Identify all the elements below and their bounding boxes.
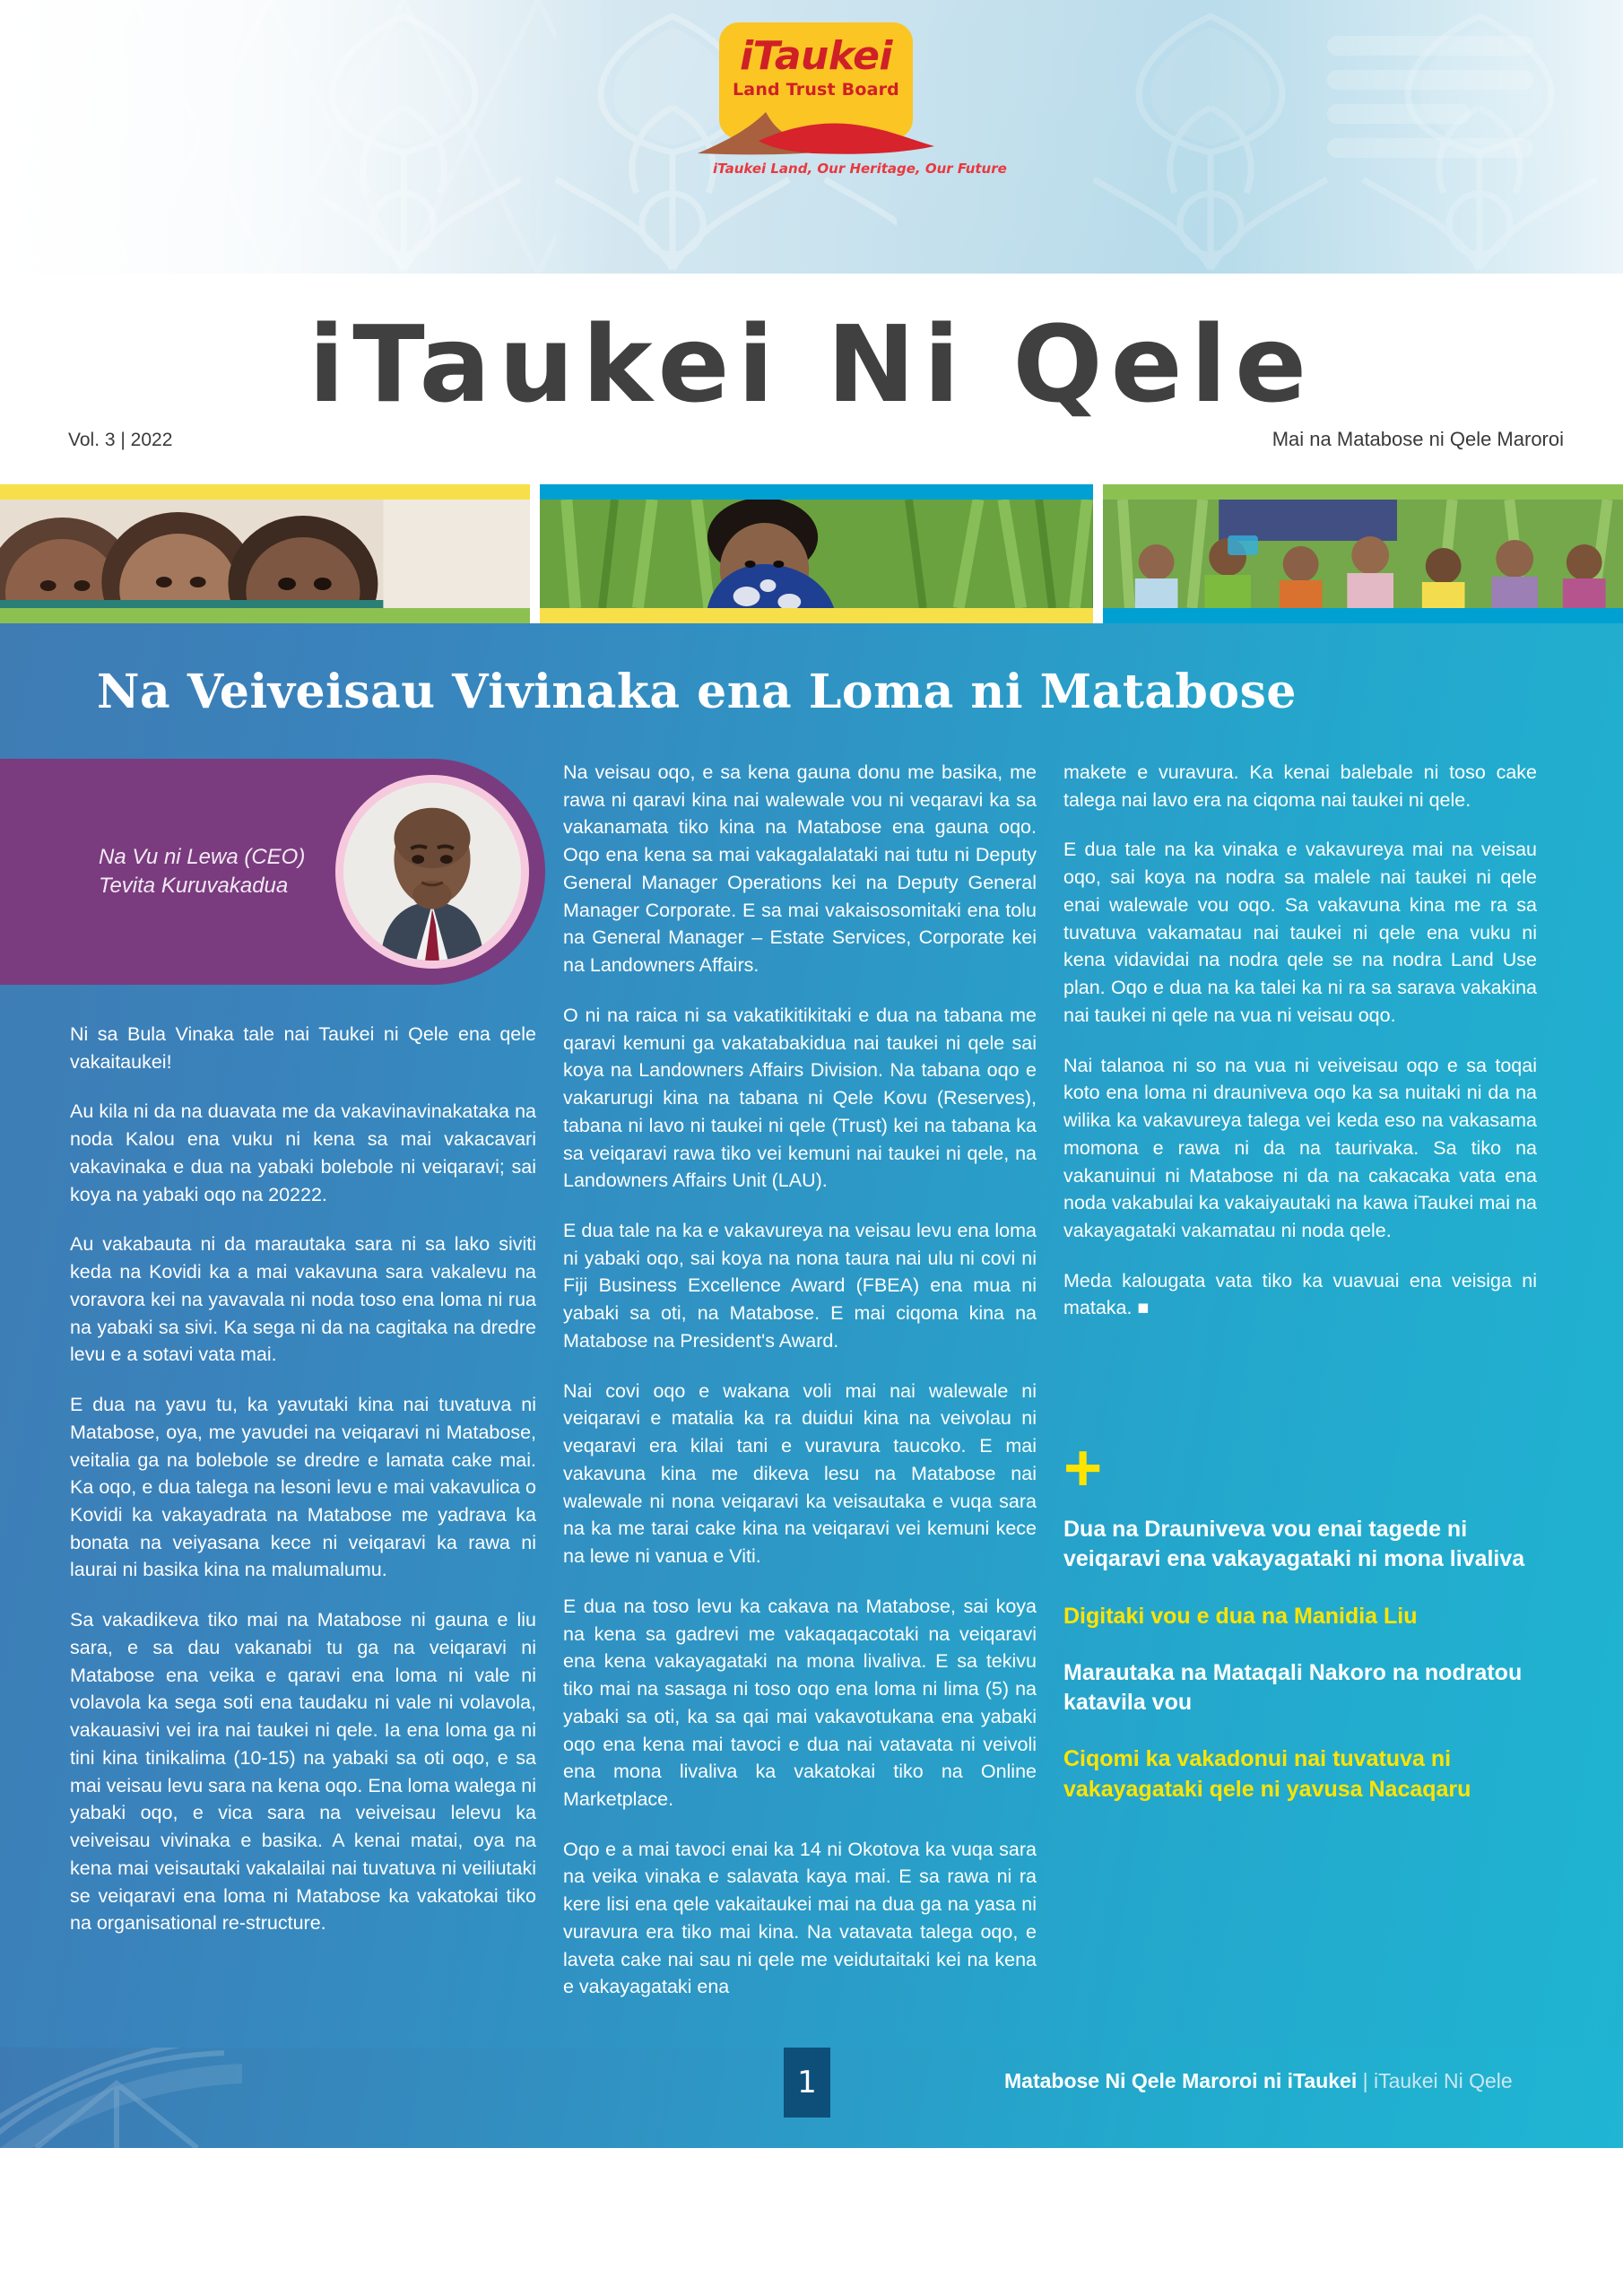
paragraph: makete e vuravura. Ka kenai balebale ni toso cake talega nai lavo era na ciqoma nai taukei ni qele. [1063,761,1537,811]
photo-panel-woman [540,484,1092,623]
column-3 [1063,759,1537,2001]
ceo-caption [99,843,305,901]
paragraph: Oqo e a mai tavoci enai ka 14 ni Okotova ka vuqa sara na veika vinaka e salavata kaya mai. E sa rawa ni ra kere lisi ena qele vakaitaukei mai na dua ga na yasa ni vuravura era tiko mai kina. Na vatavata talega oqo, e laveta cake nai sau ni qele me veidutaitaki kei na kena e vakayagataki ena [563,1838,1037,1998]
panel-bottom-bar-green [0,608,530,623]
ceo-name: Tevita Kuruvakadua [99,874,289,898]
panel-top-bar-green [1103,484,1623,500]
woman-farmer-photo [540,500,1092,608]
logo-swoosh-icon [696,100,938,159]
paragraph: Meda kalougata vata tiko ka vuavuai ena veisiga ni mataka. ■ [1063,1269,1537,1319]
article-headline: Na Veiveisau Vivinaka ena Loma ni Matabose [97,665,1297,719]
paragraph: E dua na yavu tu, ka yavutaki kina nai tuvatuva ni Matabose, oya, me yavudei na veiqaravi ni Matabose, veitalia ga na bolebole se dredre e lamata cake mai. Ka oqo, e dua talega na lesoni levu e mai vakavulica o Kovidi ka vakayadrata na Matabose me yadrava ka bonata na veiyasana kece ni veiqaravi ka rawa ni laurai ni basika kina na malumalumu. [70,1394,536,1581]
header-fade-right [1201,0,1623,274]
paragraph: O ni na raica ni sa vakatikitikitaki e dua na tabana me qaravi kemuni ga vakatabakidua nai taukei ni qele sai koya na Landowners Affairs Division. Na tabana oqo e vakarurugi kina na tabana ni Qele Kovu (Reserves), tabana ni lavo ni taukei ni qele (Trust) kei na tabana ka sa veiqaravi rawa tiko vei kemuni nai taukei ni qele, na Landowners Affairs Unit (LAU). [563,1004,1037,1192]
header-fade-left [0,0,617,274]
highlight-item[interactable]: Marautaka na Mataqali Nakoro na nodratou katavila vou [1063,1659,1523,1716]
panel-top-bar-blue [540,484,1092,500]
panel-bottom-bar-yellow [540,608,1092,623]
masthead-tagline: Mai na Matabose ni Qele Maroroi [1271,428,1564,450]
panel-gap [530,484,540,623]
ceo-avatar [335,775,529,969]
volume-label: Vol. 3 | 2022 [68,430,173,450]
footer-publication: iTaukei Ni Qele [1374,2069,1513,2092]
panel-gap-2 [1093,484,1103,623]
footer-credit [1004,2069,1513,2093]
paragraph: E dua na toso levu ka cakava na Matabose, sai koya na kena sa gadrevi me vakaqaqacotaki na veiqaravi ena kena vakayagataki na mona livaliva. E sa tekivu tiko mai na sasaga ni toso oqo ena loma ni lima (5) na yabaki sa oti, ka sa qai mai vakavotukana ena yabaki oqo ena kena mai tavoci e dua nai vatavata ni veivoli ena mona livaliva ka vakatokai tiko na Online Marketplace. [563,1595,1037,1810]
logo-brand-secondary: Land Trust Board [733,80,899,100]
publication-title: iTaukei Ni Qele [308,302,1315,426]
logo-tagline: iTaukei Land, Our Heritage, Our Future [713,161,1007,177]
column-2 [563,759,1037,2001]
paragraph: Sa vakadikeva tiko mai na Matabose ni gauna e liu sara, e sa dau vakanabi tu ga na veiqaravi ni Matabose ena veika e qaravi ena loma ni vale ni volavola ka sega soti ena taudaku ni vale ni volavola, vakauasivi vei ira nai taukei ni qele. Ia ena loma ga ni tini kina tinikalima (10-15) na yabaki sa oti oqo, e sa mai veisau levu sara na kena oqo. Ena loma walega ni yabaki oqo, e vica sara na veiveisau lelevu ka veiveisau vivinaka e basika. A kenai matai, oya na kena mai veisautaki vakalailai nai tuvatuva ni veiliutaki se veiqaravi ena loma ni Matabose ka vakatokai tiko na organisational re-structure. [70,1609,536,1935]
plus-icon: + [1063,1431,1103,1506]
ceo-role: Na Vu ni Lewa (CEO) [99,844,306,869]
paragraph: Ni sa Bula Vinaka tale nai Taukei ni Qele ena qele vakaitaukei! [70,1023,536,1073]
paragraph: Au vakabauta ni da marautaka sara ni sa lako siviti keda na Kovidi ka a mai vakavuna sara vakalevu na voravora kei na yavavala ni noda toso ena loma ni rua na yabaki sa sivi. Ka sega ni da na cagitaka na dredre levu e a sotavi vata mai. [70,1233,536,1366]
ceo-portrait [343,783,521,961]
photo-panel-children [0,484,530,623]
paragraph: E dua tale na ka e vakavureya na veisau levu ena loma ni yabaki oqo, sai koya na nona taura nai ulu ni covi ni Fiji Business Excellence Award (FBEA) ena mua ni yabaki sa oti, na Matabose. E mai ciqoma kina na Matabose na President's Award. [563,1220,1037,1352]
panel-top-bar-yellow [0,484,530,500]
logo-brand-primary: iTaukei [739,33,892,79]
itaukei-land-trust-board-logo [713,22,1007,177]
footer-watermark-pattern [0,2048,395,2148]
ceo-feature-card [0,759,545,985]
group-photo [1103,500,1623,608]
masthead [0,274,1623,484]
footer-separator: | [1357,2069,1374,2092]
paragraph: Au kila ni da na duavata me da vakavinavinakataka na noda Kalou ena vuku ni kena sa mai vakacavari vakavinaka e dua na yabaki bolebole ni veiqaravi; sai koya na yabaki oqo na 20222. [70,1100,536,1205]
highlight-item[interactable]: Ciqomi ka vakadonui nai tuvatuva ni vakayagataki qele ni yavusa Nacaqaru [1063,1746,1471,1802]
page-number-badge: 1 [784,2048,830,2118]
logo-tile [719,22,913,139]
highlight-item[interactable]: Dua na Drauniveva vou enai tagede ni veiqaravi ena vakayagataki ni mona livaliva [1063,1517,1525,1572]
three-column-layout [70,759,1553,2001]
panel-bottom-bar-blue [1103,608,1623,623]
photo-panel-group [1103,484,1623,623]
article-body [0,623,1623,2148]
highlight-item[interactable]: Digitaki vou e dua na Manidia Liu [1063,1603,1418,1629]
highlights-list [1063,1431,1537,1805]
header-band [0,0,1623,274]
photo-strip [0,484,1623,623]
children-photo [0,500,530,608]
page-footer [0,2048,1623,2148]
paragraph: E dua tale na ka vinaka e vakavureya mai na veisau oqo, sai koya na nodra sa malele nai taukei ni qele enai walewale vou oqo. Sa vakavuna kina me ra sa tuvatuva vakamatau nai taukei ni qele ena vuku ni kena vidavidai na nodra qele se na nodra Land Use plan. Oqo e dua na ka talei ka ni ra sa sarava vakakina nai taukei ni qele na vua ni veisau oqo. [1063,839,1537,1026]
paragraph: Nai covi oqo e wakana voli mai nai walewale ni veiqaravi e matalia ka ra duidui kina na veivolau ni veqaravi era kilai tani e vuravura taucoko. E mai vakavuna kina me dikeva lesu na Matabose nai walewale ni nona veiqaravi ka veisautaka e vuqa sara na ka me tarai cake kina na veiqaravi vei kemuni kece na lewe ni vanua e Viti. [563,1379,1037,1568]
paragraph: Na veisau oqo, e sa kena gauna donu me basika, me rawa ni qaravi kina nai walewale vou ni veqaravi ka sa vakanamata tiko kina na Matabose ena gauna oqo. Oqo ena kena sa mai vakagalalataki nai tutu ni Deputy General Manager Operations kei na Deputy General Manager Corporate. E sa mai vakaisosomitaki ena tolu na General Manager – Estate Services, Corporate kei na Landowners Affairs. [563,761,1037,977]
column-1 [70,759,536,2001]
footer-organisation: Matabose Ni Qele Maroroi ni iTaukei [1004,2069,1358,2092]
paragraph: Nai talanoa ni so na vua ni veiveisau oqo e sa toqai koto ena loma ni drauniveva oqo ka sa nuitaki ni da na wilika ka vakavureya talega vei keda eso na vakasama momona e rawa ni da na taurivaka. Sa tiko na vakanuinui ni Matabose ni da na cakacaka vata ena noda vakabulai ka vakaiyautaki na kawa iTaukei mai na vakayagataki vakamatau ni noda qele. [1063,1054,1537,1242]
